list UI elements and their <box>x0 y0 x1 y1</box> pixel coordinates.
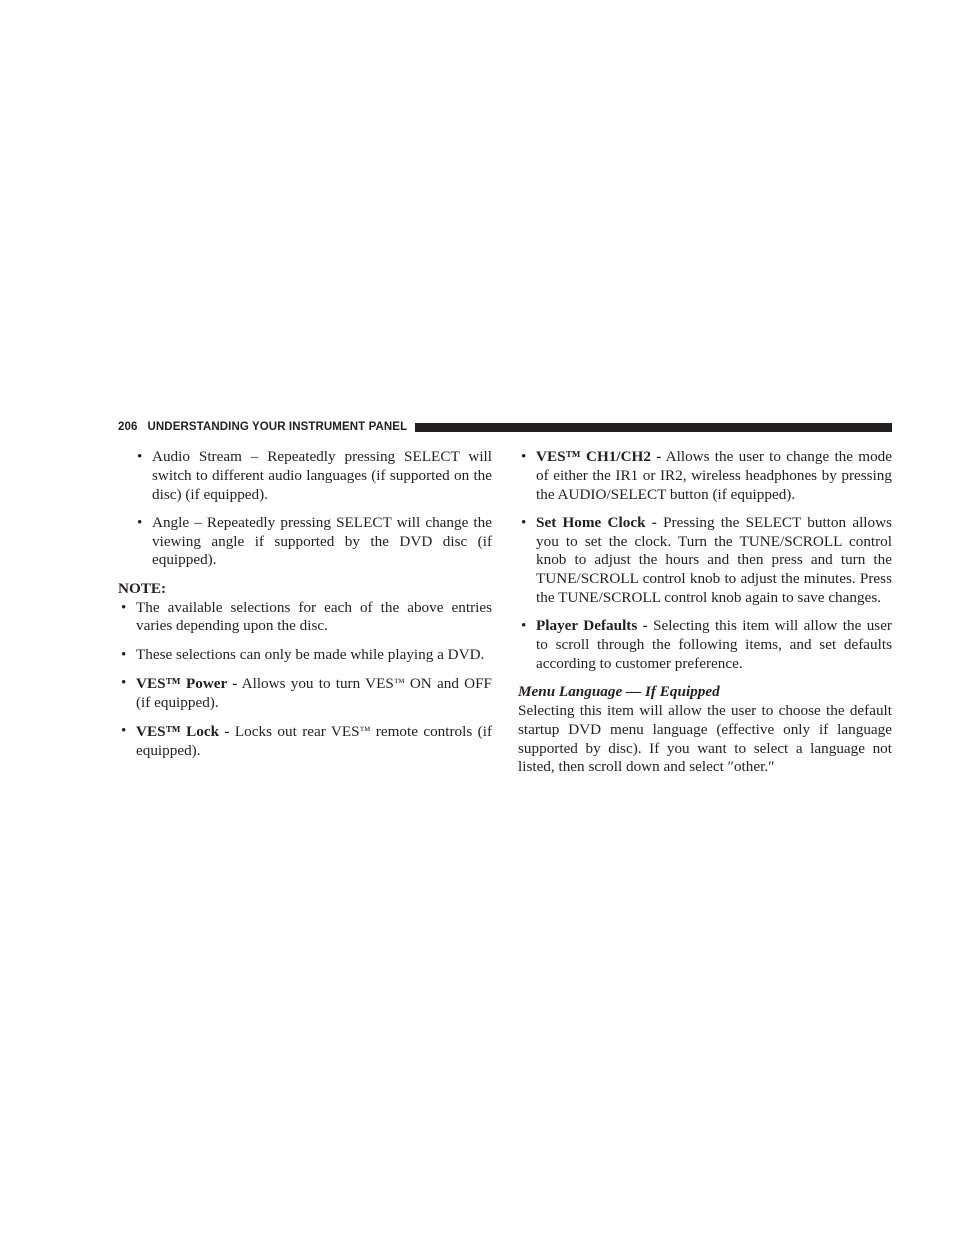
left-column <box>118 448 492 770</box>
section-subheading: Menu Language — If Equipped <box>518 683 720 701</box>
bullet-text: Allows the user to change the mode of either the IR1 or IR2, wireless headphones by pressing the AUDIO/SELECT button (if equipped). <box>536 448 893 503</box>
list-item <box>118 722 492 761</box>
bullet-text: These selections can only be made while playing a DVD. <box>136 645 485 663</box>
bullet-text: remote controls (if equipped). <box>136 723 492 759</box>
bullet-icon: • <box>121 722 127 740</box>
right-column <box>518 448 892 777</box>
note-heading: NOTE: <box>118 579 167 597</box>
bullet-icon: • <box>121 673 127 691</box>
bullet-label: Player Defaults - <box>536 617 648 635</box>
trademark-mark: ™ <box>359 725 371 738</box>
section-title: UNDERSTANDING YOUR INSTRUMENT PANEL <box>147 421 408 433</box>
bullet-label: Set Home Clock - <box>536 513 657 531</box>
bullet-text: Audio Stream – Repeatedly pressing SELECT will switch to different audio languages (if supported on the disc) (if equipped). <box>152 448 492 503</box>
bullet-icon: • <box>521 448 527 465</box>
list-item <box>518 514 892 608</box>
bullet-icon: • <box>137 448 143 465</box>
bullet-label: VES™ Power - <box>136 674 238 692</box>
bullet-text: The available selections for each of the above entries varies depending upon the disc. <box>136 598 492 635</box>
bullet-icon: • <box>521 513 527 531</box>
bullet-icon: • <box>137 513 143 531</box>
bullet-text: ON and OFF (if equipped). <box>136 674 492 711</box>
bullet-text: Selecting this item will allow the user to scroll through the following items, and set defaults according to customer preference. <box>536 617 892 672</box>
bullet-label: VES™ Lock - <box>136 723 230 741</box>
list-item <box>118 674 492 713</box>
bullet-label: VES™ CH1/CH2 - <box>536 448 662 465</box>
bullet-icon: • <box>521 617 527 635</box>
list-item <box>134 448 492 504</box>
list-item <box>518 448 892 504</box>
bullet-text: Allows you to turn VES <box>237 674 394 692</box>
body-paragraph: Selecting this item will allow the user to choose the default startup DVD menu language (effective only if language supported by disc). If you want to select a language not listed, then scroll down and select ″other.″ <box>518 702 892 776</box>
bullet-text: Locks out rear VES <box>229 723 360 741</box>
bullet-text: Angle – Repeatedly pressing SELECT will change the viewing angle if supported by the DVD disc (if equipped). <box>152 513 492 569</box>
list-item <box>118 646 492 665</box>
list-item <box>118 599 492 637</box>
list-item <box>518 617 892 673</box>
list-item <box>134 514 492 570</box>
bullet-text: Pressing the SELECT button allows you to set the clock. Turn the TUNE/SCROLL control knob to adjust the hours and then press and turn the TUNE/SCROLL control knob to adjust the minutes. Press the TUNE/SCROLL control knob again to save changes. <box>536 513 892 607</box>
bullet-icon: • <box>121 645 127 663</box>
bullet-icon: • <box>121 598 127 616</box>
page-number: 206 <box>118 421 138 433</box>
page-header <box>118 419 892 435</box>
trademark-mark: ™ <box>393 676 405 689</box>
header-rule <box>415 423 892 432</box>
